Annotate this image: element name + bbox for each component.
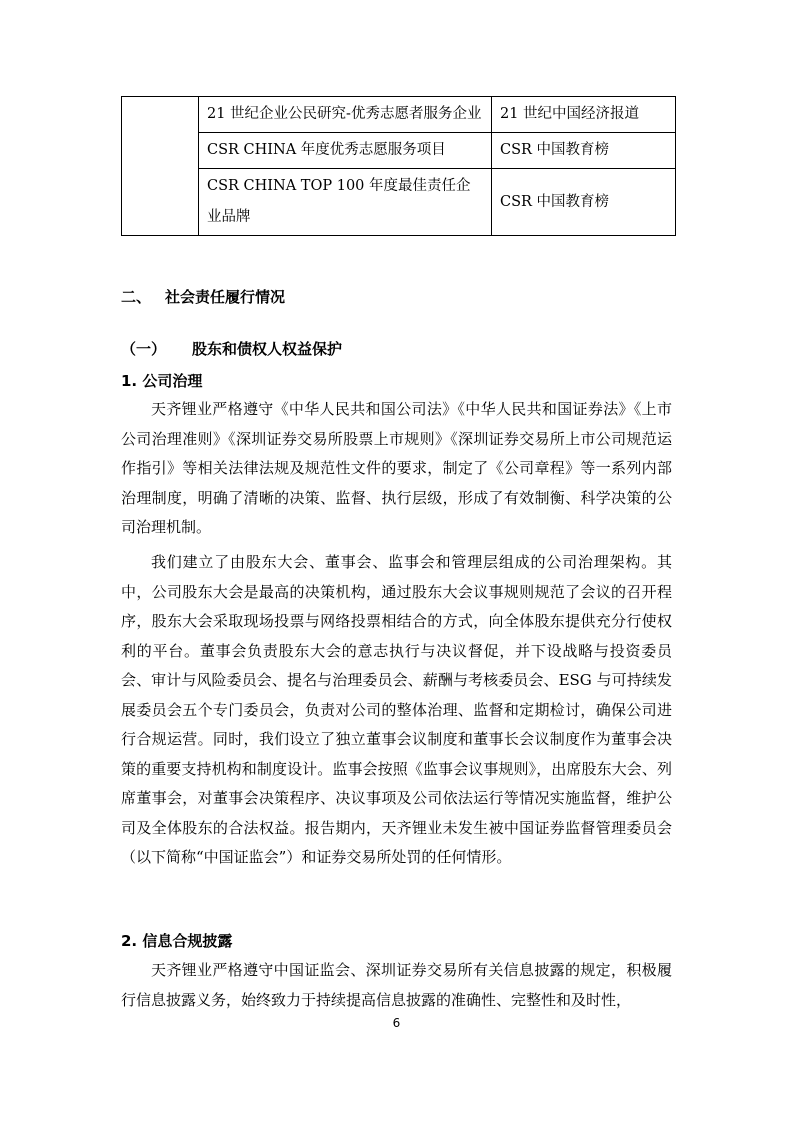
table-row: [122, 133, 676, 169]
paragraph: 天齐锂业严格遵守中国证监会、深圳证券交易所有关信息披露的规定，积极履行信息披露义务，始终致力于持续提高信息披露的准确性、完整性和及时性，: [121, 961, 672, 1009]
topic-heading-governance: 1. 公司治理: [121, 372, 203, 390]
table-row: [122, 97, 676, 133]
paragraph: 天齐锂业严格遵守《中华人民共和国公司法》《中华人民共和国证券法》《上市公司治理准则》《深圳证券交易所股票上市规则》《深圳证券交易所上市公司规范运作指引》等相关法律法规及规范性文件的要求，制定了《公司章程》等一系列内部治理制度，明确了清晰的决策、监督、执行层级，形成了有效制衡、科学决策的公司治理机制。: [121, 400, 672, 536]
subsection-heading: [121, 338, 342, 359]
page-number: 6: [392, 1016, 401, 1030]
awards-table: [121, 96, 676, 236]
paragraph: 我们建立了由股东大会、董事会、监事会和管理层组成的公司治理架构。其中，公司股东大会是最高的决策机构，通过股东大会议事规则规范了会议的召开程序，股东大会采取现场投票与网络投票相结合的方式，向全体股东提供充分行使权利的平台。董事会负责股东大会的意志执行与决议督促，并下设战略与投资委员会、审计与风险委员会、提名与治理委员会、薪酬与考核委员会、ESG 与可持续发展委员会五个专门委员会，负责对公司的整体治理、监督和定期检讨，确保公司进行合规运营。同时，我们设立了独立董事会议制度和董事长会议制度作为董事会决策的重要支持机构和制度设计。监事会按照《监事会议事规则》，出席股东大会、列席董事会，对董事会决策程序、决议事项及公司依法运行等情况实施监督，维护公司及全体股东的合法权益。报告期内，天齐锂业未发生被中国证券监督管理委员会（以下简称“中国证监会”）和证券交易所处罚的任何情形。: [121, 553, 672, 866]
table-empty-category-cell: [122, 97, 199, 236]
award-name-cell: CSR CHINA 年度优秀志愿服务项目: [199, 133, 492, 169]
section-heading: [121, 286, 285, 307]
award-issuer-cell: 21 世纪中国经济报道: [492, 97, 676, 133]
award-name-cell: CSR CHINA TOP 100 年度最佳责任企业品牌: [199, 169, 492, 236]
subsection-title: 股东和债权人权益保护: [192, 340, 343, 358]
subsection-number: （一）: [121, 340, 167, 358]
table-row: [122, 169, 676, 236]
award-issuer-cell: CSR 中国教育榜: [492, 169, 676, 236]
topic-heading-disclosure: 2. 信息合规披露: [121, 932, 233, 950]
award-name-cell: 21 世纪企业公民研究-优秀志愿者服务企业: [199, 97, 492, 133]
section-title: 社会责任履行情况: [165, 288, 286, 306]
award-issuer-cell: CSR 中国教育榜: [492, 133, 676, 169]
section-number: 二、: [121, 288, 152, 306]
